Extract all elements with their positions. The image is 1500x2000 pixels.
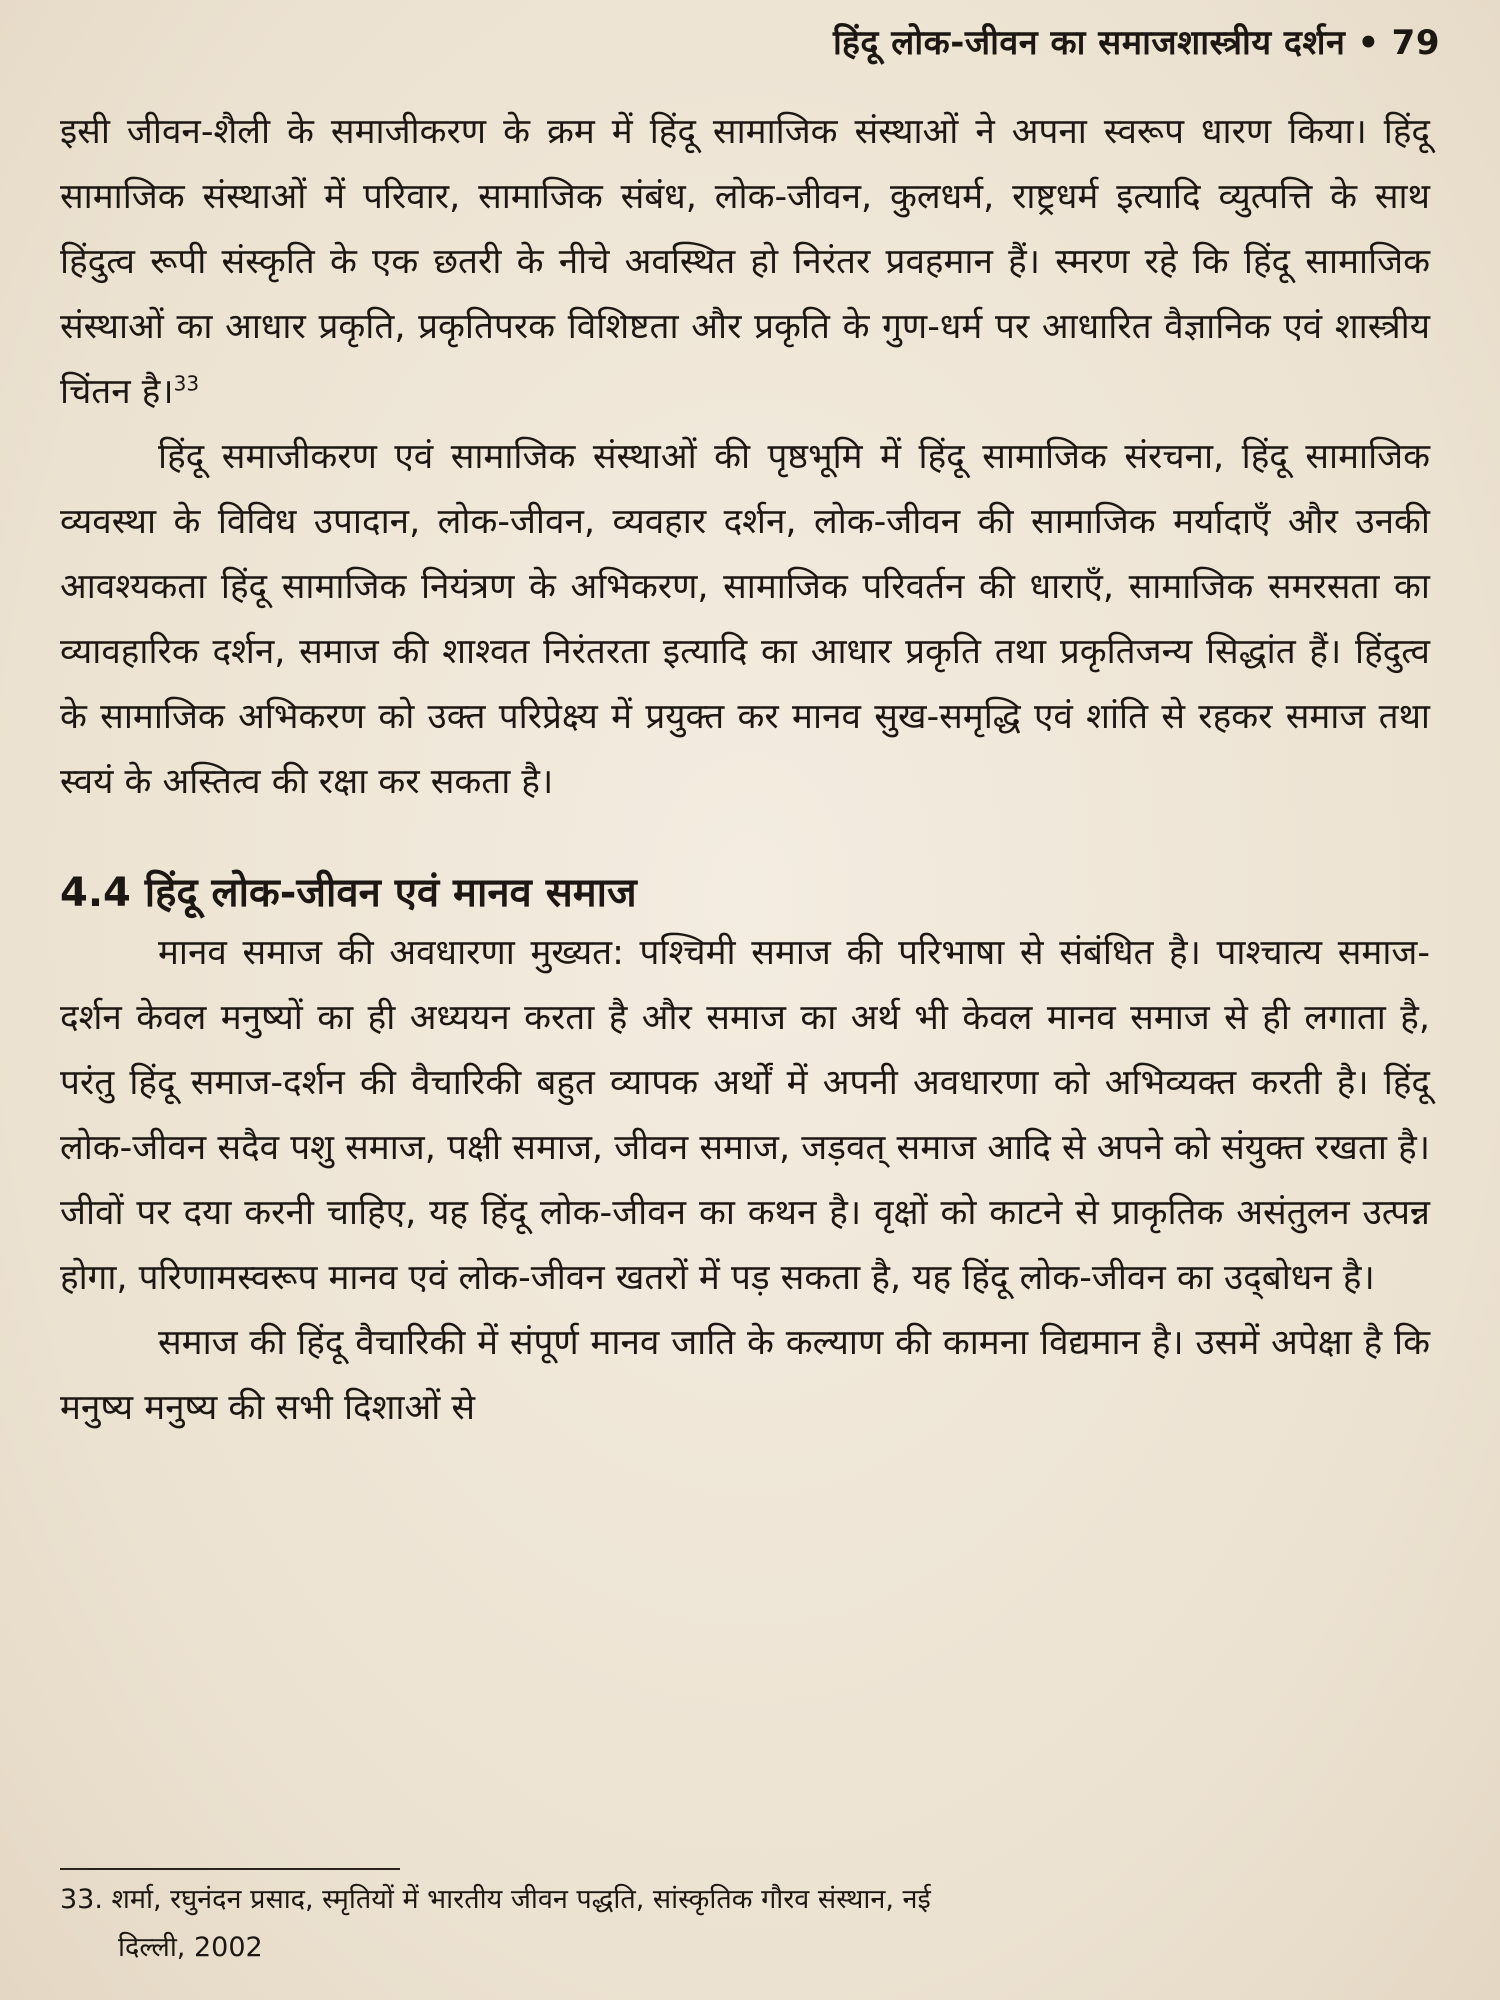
main-text [60, 100, 1430, 1441]
footnote-divider [60, 1868, 400, 1870]
paragraph-1 [60, 100, 1430, 425]
page-number: 79 [1391, 23, 1440, 63]
paragraph-3: मानव समाज की अवधारणा मुख्यत: पश्चिमी समाज की परिभाषा से संबंधित है। पाश्चात्य समाज-दर्शन केवल मनुष्यों का ही अध्ययन करता है और समाज का अर्थ भी केवल मानव समाज से ही लगाता है, परंतु हिंदू समाज-दर्शन की वैचारिकी बहुत व्यापक अर्थों में अपनी अवधारणा को अभिव्यक्त करती है। हिंदू लोक-जीवन सदैव पशु समाज, पक्षी समाज, जीवन समाज, जड़वत् समाज आदि से अपने को संयुक्त रखता है। जीवों पर दया करनी चाहिए, यह हिंदू लोक-जीवन का कथन है। वृक्षों को काटने से प्राकृतिक असंतुलन उत्पन्न होगा, परिणामस्वरूप मानव एवं लोक-जीवन खतरों में पड़ सकता है, यह हिंदू लोक-जीवन का उद्‌बोधन है। [60, 933, 1430, 1298]
header-separator: • [1357, 23, 1380, 63]
footnote-line-1: 33. शर्मा, रघुनंदन प्रसाद, स्मृतियों में भारतीय जीवन पद्धति, सांस्कृतिक गौरव संस्थान, नई [60, 1884, 931, 1915]
paragraph-1-text: इसी जीवन-शैली के समाजीकरण के क्रम में हिंदू सामाजिक संस्थाओं ने अपना स्वरूप धारण किया। हिंदू सामाजिक संस्थाओं में परिवार, सामाजिक संबंध, लोक-जीवन, कुलधर्म, राष्ट्रधर्म इत्यादि व्युत्पत्ति के साथ हिंदुत्व रूपी संस्कृति के एक छतरी के नीचे अवस्थित हो निरंतर प्रवहमान हैं। स्मरण रहे कि हिंदू सामाजिक संस्थाओं का आधार प्रकृति, प्रकृतिपरक विशिष्टता और प्रकृति के गुण-धर्म पर आधारित वैज्ञानिक एवं शास्त्रीय चिंतन है। [60, 112, 1430, 412]
footnote-reference: 33 [173, 371, 200, 396]
footnote [60, 1876, 1430, 1972]
paragraph-4: समाज की हिंदू वैचारिकी में संपूर्ण मानव जाति के कल्याण की कामना विद्यमान है। उसमें अपेक्षा है कि मनुष्य मनुष्य की सभी दिशाओं से [60, 1323, 1430, 1428]
running-header [833, 18, 1440, 64]
paragraph-2: हिंदू समाजीकरण एवं सामाजिक संस्थाओं की पृष्ठभूमि में हिंदू सामाजिक संरचना, हिंदू सामाजिक व्यवस्था के विविध उपादान, लोक-जीवन, व्यवहार दर्शन, लोक-जीवन की सामाजिक मर्यादाएँ और उनकी आवश्यकता हिंदू सामाजिक नियंत्रण के अभिकरण, सामाजिक परिवर्तन की धाराएँ, सामाजिक समरसता का व्यावहारिक दर्शन, समाज की शाश्वत निरंतरता इत्यादि का आधार प्रकृति तथा प्रकृतिजन्य सिद्धांत हैं। हिंदुत्व के सामाजिक अभिकरण को उक्त परिप्रेक्ष्य में प्रयुक्त कर मानव सुख-समृद्धि एवं शांति से रहकर समाज तथा स्वयं के अस्तित्व की रक्षा कर सकता है। [60, 437, 1430, 802]
section-heading: 4.4 हिंदू लोक-जीवन एवं मानव समाज [60, 870, 637, 916]
running-title: हिंदू लोक-जीवन का समाजशास्त्रीय दर्शन [833, 23, 1346, 63]
footnote-line-2: दिल्ली, 2002 [118, 1932, 263, 1963]
